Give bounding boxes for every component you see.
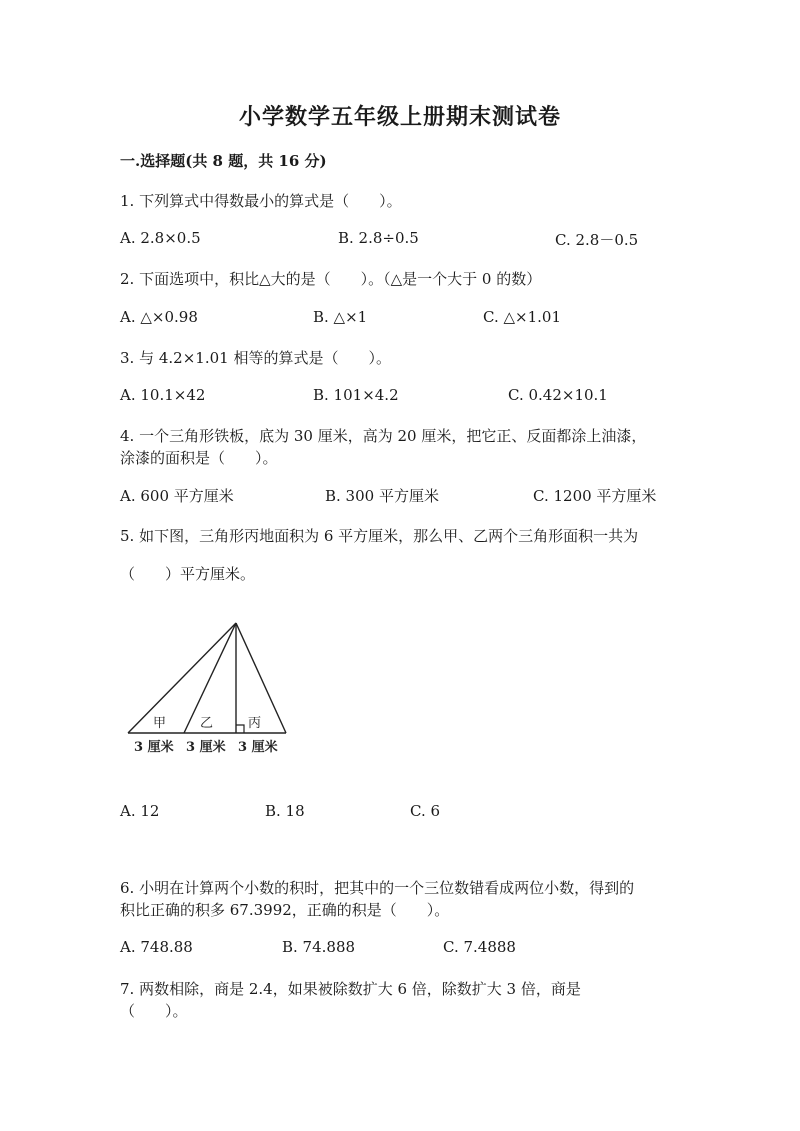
q4-stem-line-1: 4. 一个三角形铁板，底为 30 厘米，高为 20 厘米，把它正、反面都涂上油漆， <box>120 427 647 445</box>
q2-option-c: C. △×1.01 <box>483 308 561 326</box>
q5-option-b: B. 18 <box>265 802 305 820</box>
right-angle-marker <box>236 725 244 733</box>
q1-option-c: C. 2.8－0.5 <box>555 231 639 249</box>
q1-stem: 1. 下列算式中得数最小的算式是（ ）。 <box>120 192 402 210</box>
region-label-jia: 甲 <box>153 716 167 731</box>
q7-stem-line-2: （ ）。 <box>120 1002 188 1020</box>
section-heading: 一.选择题(共 8 题，共 16 分) <box>120 152 327 170</box>
q2-option-a: A. △×0.98 <box>120 308 198 326</box>
triangle-left-side <box>128 623 236 733</box>
q6-stem-line-1: 6. 小明在计算两个小数的积时，把其中的一个三位数错看成两位小数，得到的 <box>120 879 635 897</box>
q4-option-c: C. 1200 平方厘米 <box>533 487 657 505</box>
q6-stem-line-2: 积比正确的积多 67.3992，正确的积是（ ）。 <box>120 901 450 919</box>
q5-stem-line-1: 5. 如下图，三角形丙地面积为 6 平方厘米，那么甲、乙两个三角形面积一共为 <box>120 527 639 545</box>
q3-option-c: C. 0.42×10.1 <box>508 386 608 404</box>
base-label-1: 3 厘米 <box>134 740 174 755</box>
q4-stem-line-2: 涂漆的面积是（ ）。 <box>120 449 278 467</box>
q4-option-b: B. 300 平方厘米 <box>325 487 439 505</box>
q4-option-a: A. 600 平方厘米 <box>120 487 234 505</box>
q3-stem: 3. 与 4.2×1.01 相等的算式是（ ）。 <box>120 349 391 367</box>
q5-option-a: A. 12 <box>120 802 160 820</box>
region-label-bing: 丙 <box>248 716 262 731</box>
triangle-figure <box>120 610 300 760</box>
q6-option-b: B. 74.888 <box>282 938 356 956</box>
q1-option-a: A. 2.8×0.5 <box>120 229 201 247</box>
q3-option-a: A. 10.1×42 <box>120 386 206 404</box>
base-label-3: 3 厘米 <box>238 740 278 755</box>
q6-option-c: C. 7.4888 <box>443 938 516 956</box>
q2-stem: 2. 下面选项中，积比△大的是（ ）。（△是一个大于 0 的数） <box>120 270 542 288</box>
q2-option-b: B. △×1 <box>313 308 368 326</box>
q1-option-b: B. 2.8÷0.5 <box>338 229 419 247</box>
q5-option-c: C. 6 <box>410 802 441 820</box>
page-title: 小学数学五年级上册期末测试卷 <box>238 104 561 130</box>
q7-stem-line-1: 7. 两数相除，商是 2.4，如果被除数扩大 6 倍，除数扩大 3 倍，商是 <box>120 980 581 998</box>
region-label-yi: 乙 <box>200 716 214 731</box>
base-label-2: 3 厘米 <box>186 740 226 755</box>
q3-option-b: B. 101×4.2 <box>313 386 399 404</box>
q6-option-a: A. 748.88 <box>120 938 193 956</box>
q5-stem-line-2: （ ）平方厘米。 <box>120 565 256 583</box>
